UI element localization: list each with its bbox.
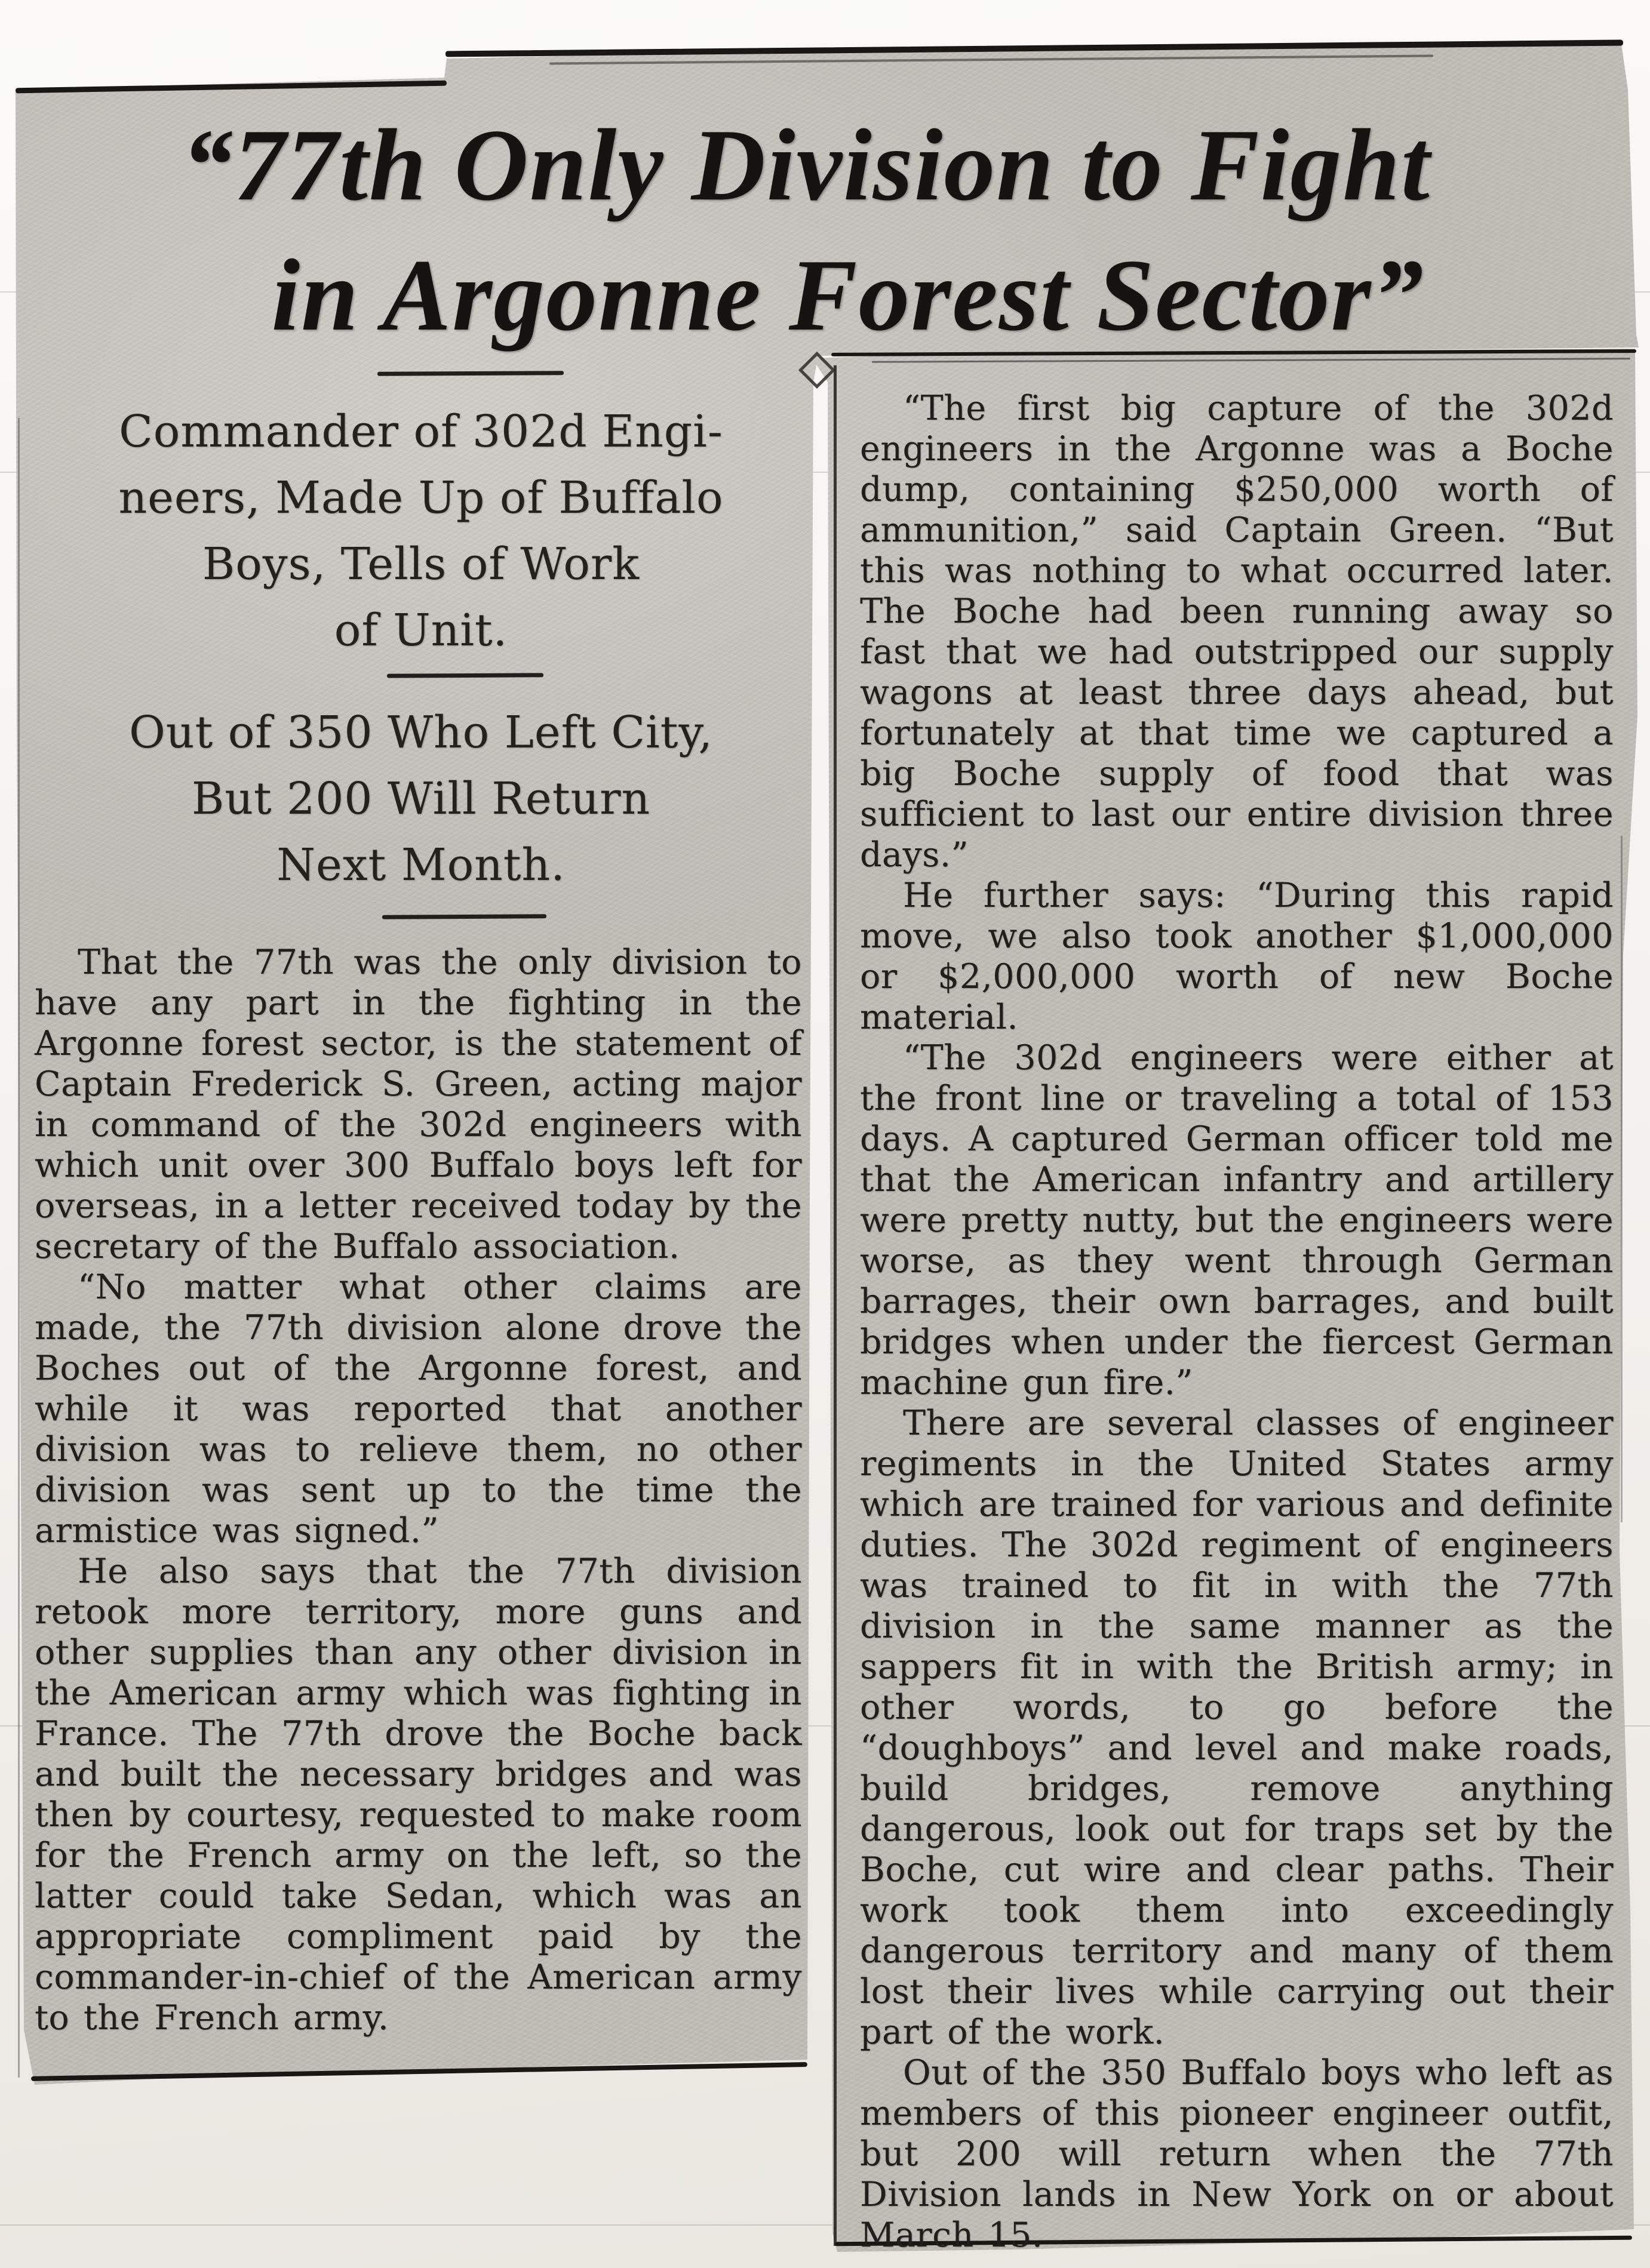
deck-secondary-line: Out of 350 Who Left City, xyxy=(129,707,713,758)
headline-line-2: in Argonne Forest Sector” xyxy=(271,239,1425,352)
deck-primary-line: Commander of 302d Engi- xyxy=(119,406,723,457)
paragraph: “No matter what other claims are made, the 77th division alone drove the Boches out of the Argonne forest, and while it was reported that another division was to relieve them, no other division was sent up to the time the armistice was signed.” xyxy=(35,1267,802,1550)
left-column-text xyxy=(35,942,802,2038)
section-divider xyxy=(387,673,543,678)
column-rule-left-of-left-column xyxy=(18,418,20,2078)
deck-primary-line: neers, Made Up of Buffalo xyxy=(118,472,724,524)
paragraph: Out of the 350 Buffalo boys who left as members of this pioneer engineer outfit, but 200 will return when the 77th Division lands in New York on or about March 15. xyxy=(860,2053,1614,2255)
paragraph: “The first big capture of the 302d engineers in the Argonne was a Boche dump, containing $250,000 worth of ammunition,” said Captain Green. “But this was nothing to what occurred later. The Boche had been running away so fast that we had outstripped our supply wagons at least three days ahead, but fortunately at that time we captured a big Boche supply of food that was sufficient to last our entire division three days.” xyxy=(860,389,1614,875)
column-rule-left-of-right-column xyxy=(834,365,837,2246)
deck-primary-line: Boys, Tells of Work xyxy=(202,538,640,590)
headline-line-1: “77th Only Division to Fight xyxy=(182,109,1431,222)
deck-secondary-line: Next Month. xyxy=(276,839,566,891)
paragraph: There are several classes of engineer regiments in the United States army which are trained for various and definite duties. The 302d regiment of engineers was trained to fit in with the 77th division in the same manner as the sappers fit in with the British army; in other words, to go before the “doughboys” and level and make roads, build bridges, remove anything dangerous, look out for traps set by the Boche, cut wire and clear paths. Their work took them into exceedingly dangerous territory and many of them lost their lives while carrying out their part of the work. xyxy=(860,1404,1614,2052)
deck-primary-line: of Unit. xyxy=(334,605,508,656)
paragraph: “The 302d engineers were either at the front line or traveling a total of 153 days. A captured German officer told me that the American infantry and artillery were pretty nutty, but the engineers were worse, as they went through German barrages, their own barrages, and built bridges when under the fiercest German machine gun fire.” xyxy=(860,1038,1614,1402)
paragraph: He also says that the 77th division retook more territory, more guns and other supplies than any other division in the American army which was fighting in France. The 77th drove the Boche back and built the necessary bridges and was then by courtesy, requested to make room for the French army on the left, so the latter could take Sedan, which was an appropriate compliment paid by the commander-in-chief of the American army to the French army. xyxy=(35,1552,802,2038)
column-rule-right-of-right-column xyxy=(1621,836,1623,1522)
paragraph: He further says: “During this rapid move, we also took another $1,000,000 or $2,000,000 worth of new Boche material. xyxy=(860,876,1614,1037)
headline xyxy=(36,100,1577,361)
deck-primary xyxy=(24,399,818,664)
deck-secondary-line: But 200 Will Return xyxy=(191,773,651,824)
deck-secondary xyxy=(24,700,818,898)
right-column-text xyxy=(860,388,1614,2255)
section-divider xyxy=(382,914,546,919)
paragraph: That the 77th was the only division to have any part in the fighting in the Argonne forest sector, is the statement of Captain Frederick S. Green, acting major in command of the 302d engineers with which unit over 300 Buffalo boys left for overseas, in a letter received today by the secretary of the Buffalo association. xyxy=(35,943,802,1266)
